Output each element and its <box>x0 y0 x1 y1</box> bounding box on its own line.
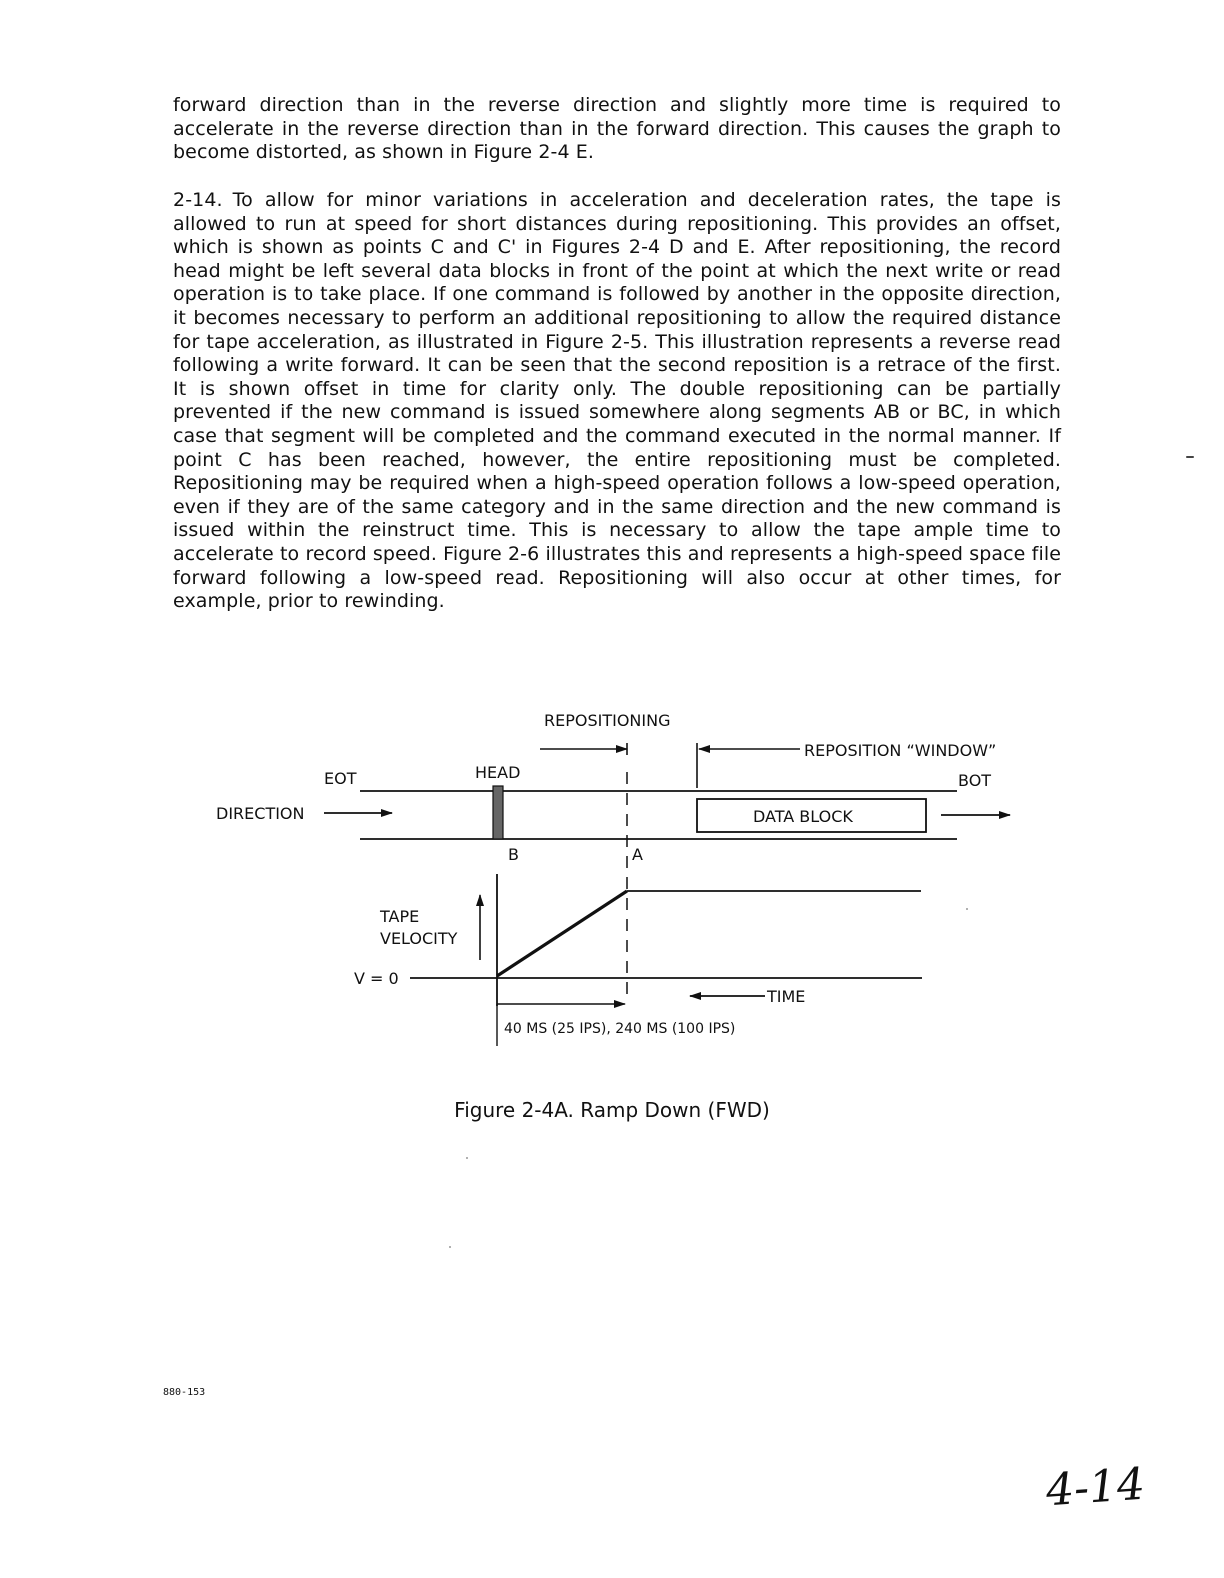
timing-label: 40 MS (25 IPS), 240 MS (100 IPS) <box>504 1021 736 1037</box>
time-label: TIME <box>767 987 806 1006</box>
figure-caption: Figure 2-4A. Ramp Down (FWD) <box>454 1098 770 1122</box>
paragraph-2-text: To allow for minor variations in acceleration and deceleration rates, the tape is allowed to run at speed for short distances during repositioning. This provides an offset, which is shown as points C and C' in Figures 2-4 D and E. After repositioning, the record head might be left several data blocks in front of the point at which the next write or read operation is to take place. If one command is followed by another in the opposite direction, it becomes necessary to perform an additional repositioning to allow the required distance for tape acceleration, as illustrated in Figure 2-5. This illustration represents a reverse read following a write forward. It can be seen that the second reposition is a retrace of the first. It is shown offset in time for clarity only. The double repositioning can be partially prevented if the new command is issued somewhere along segments AB or BC, in which case that segment will be completed and the command executed in the normal manner. If point C has been reached, however, the entire repositioning must be completed. Repositioning may be required when a high-speed operation follows a low-speed operation, even if they are of the same category and in the same direction and the new command is issued within the reinstruct time. This is necessary to allow the tape ample time to accelerate to record speed. Figure 2-6 illustrates this and represents a high-speed space file forward following a low-speed read. Repositioning will also occur at other times, for example, prior to rewinding. <box>173 189 1061 613</box>
data-block-label: DATA BLOCK <box>753 807 853 826</box>
document-code: 880-153 <box>163 1387 206 1398</box>
repositioning-label: REPOSITIONING <box>544 711 671 730</box>
record-head <box>493 786 503 839</box>
page-number: 4-14 <box>1044 1458 1147 1517</box>
bot-label: BOT <box>958 771 992 790</box>
point-a-label: A <box>632 845 643 864</box>
velocity-label: VELOCITY <box>380 929 458 948</box>
repositioning-arrow <box>540 743 627 755</box>
scan-speck <box>966 908 968 910</box>
reposition-window-arrow <box>697 743 800 788</box>
body-paragraph-1: forward direction than in the reverse direction and slightly more time is required to accelerate in the reverse direction than in the forward direction. This causes the graph to become distorted, as shown in Figure 2-4 E. <box>173 94 1061 164</box>
head-label: HEAD <box>475 763 521 782</box>
margin-mark <box>1186 456 1194 458</box>
point-b-label: B <box>508 845 519 864</box>
tape-label: TAPE <box>380 907 420 926</box>
paragraph-number: 2-14. <box>173 189 223 211</box>
reposition-window-label: REPOSITION “WINDOW” <box>804 741 997 760</box>
scan-speck <box>466 1157 468 1159</box>
scan-speck <box>449 1246 451 1248</box>
eot-label: EOT <box>324 769 357 788</box>
velocity-ramp <box>497 891 627 976</box>
direction-label: DIRECTION <box>216 804 305 823</box>
v-zero-label: V = 0 <box>354 969 399 988</box>
